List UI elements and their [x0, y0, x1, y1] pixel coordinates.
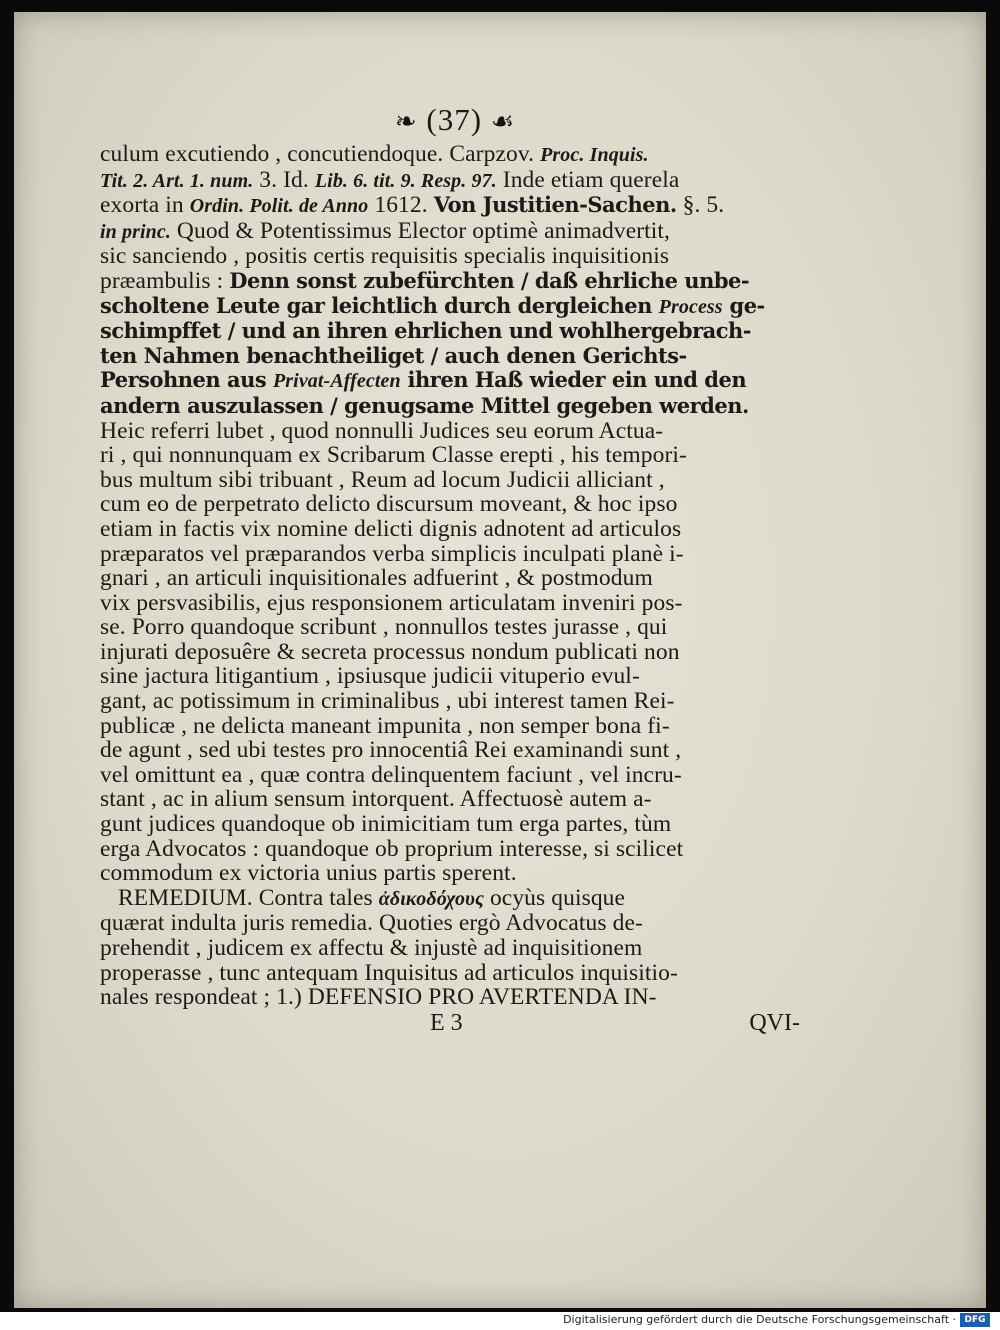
text-segment: 1612.	[368, 192, 434, 219]
text-line	[100, 193, 800, 219]
text-segment: prehendit , judicem ex affectu & injustè ad inquisitionem	[100, 935, 643, 961]
text-line	[100, 911, 800, 936]
text-line	[100, 936, 800, 961]
text-segment: schimpffet / und an ihren ehrlichen und wohlhergebrach-	[100, 318, 752, 344]
text-segment: præambulis :	[100, 267, 230, 294]
text-segment: culum excutiendo , concutiendoque. Carpzov.	[100, 141, 541, 167]
text-line	[100, 985, 800, 1010]
text-line	[100, 344, 800, 369]
text-segment: se. Porro quandoque scribunt , nonnullos testes jurasse , qui	[100, 614, 668, 641]
text-segment: ocyùs quisque	[483, 884, 626, 911]
text-line	[100, 142, 800, 168]
text-segment: commodum ex victoria unius partis sperent.	[100, 860, 517, 887]
text-segment: injurati deposuêre & secreta processus nondum publicati non	[100, 638, 680, 665]
text-line	[100, 443, 800, 468]
text-line	[100, 368, 800, 394]
page-content	[100, 100, 800, 1036]
ornament-right-icon: ☙	[490, 107, 516, 136]
ornament-left-icon: ❧	[394, 107, 418, 136]
text-segment: Heic referri lubet , quod nonnulli Judices seu eorum Actua-	[100, 417, 664, 444]
text-segment: Privat-Affecten	[272, 370, 401, 393]
text-segment: sine jactura litigantium , ipsiusque judicii vituperio evul-	[100, 663, 640, 690]
text-line	[100, 615, 800, 640]
text-line	[100, 168, 800, 194]
text-segment: Inde etiam querela	[496, 166, 680, 193]
text-segment: gunt judices quandoque ob inimicitiam tum erga partes, tùm	[100, 811, 672, 838]
text-segment: REMEDIUM. Contra tales	[118, 884, 379, 911]
text-line	[100, 244, 800, 269]
text-segment: etiam in factis vix nomine delicti dignis adnotent ad articulos	[100, 515, 682, 542]
page-footer	[100, 1010, 800, 1036]
text-line	[100, 294, 800, 320]
text-segment: exorta in	[100, 192, 190, 219]
text-segment: Quod & Potentissimus Elector optimè animadvertit,	[170, 217, 671, 244]
text-segment: ge-	[722, 292, 765, 318]
text-segment: nales respondeat ; 1.) DEFENSIO PRO AVERTENDA IN-	[100, 984, 657, 1011]
text-segment: de agunt , sed ubi testes pro innocentiâ Rei examinandi sunt ,	[100, 737, 682, 764]
text-segment: vix persvasibilis, ejus responsionem articulatam inveniri pos-	[100, 589, 683, 616]
text-segment: gant, ac potissimum in criminalibus , ubi interest tamen Rei-	[100, 688, 675, 715]
text-segment: Denn sonst zubefürchten / daß ehrliche unbe-	[229, 267, 750, 293]
text-line	[100, 886, 800, 912]
text-segment: cum eo de perpetrato delicto discursum moveant, & hoc ipso	[100, 491, 678, 518]
text-segment: ten Nahmen benachtheiliget / auch denen Gerichts-	[100, 342, 687, 368]
text-segment: bus multum sibi tribuant , Reum ad locum Judicii alliciant ,	[100, 466, 665, 493]
text-line	[100, 787, 800, 812]
text-segment: ihren Haß wieder ein und den	[400, 367, 747, 393]
dfg-logo-icon: DFG	[960, 1313, 990, 1327]
text-line	[100, 492, 800, 517]
text-segment: quærat indulta juris remedia. Quoties ergò Advocatus de-	[100, 910, 643, 937]
text-segment: stant , ac in alium sensum intorquent. Affectuosè autem a-	[100, 786, 652, 813]
text-segment: publicæ , ne delicta maneant impunita , non semper bona fi-	[100, 712, 670, 739]
text-line	[100, 319, 800, 344]
text-line	[100, 738, 800, 763]
page-number: (37)	[426, 102, 483, 137]
signature-mark: E 3	[430, 1009, 463, 1036]
text-line	[100, 591, 800, 616]
text-line	[100, 542, 800, 567]
text-line	[100, 394, 800, 419]
text-segment: §. 5.	[676, 192, 725, 219]
text-segment: Tit. 2. Art. 1. num.	[100, 169, 254, 192]
credit-text: Digitalisierung gefördert durch die Deutsche Forschungsgemeinschaft ·	[563, 1313, 956, 1326]
text-line	[100, 861, 800, 886]
text-segment: Von Justitien-Sachen.	[433, 192, 677, 218]
text-segment: sic sanciendo , positis certis requisitis specialis inquisitionis	[100, 243, 670, 270]
text-segment: Lib. 6. tit. 9. Resp. 97.	[314, 169, 497, 192]
catchword: QVI-	[749, 1009, 800, 1036]
text-line	[100, 714, 800, 739]
text-segment: gnari , an articuli inquisitionales adfuerint , & postmodum	[100, 565, 653, 592]
text-segment: Process	[658, 295, 723, 318]
text-line	[100, 517, 800, 542]
text-segment: præparatos vel præparandos verba simplicis inculpati planè i-	[100, 540, 684, 567]
text-line	[100, 566, 800, 591]
text-segment: properasse , tunc antequam Inquisitus ad articulos inquisitio-	[100, 959, 678, 986]
text-segment: Persohnen aus	[100, 367, 273, 393]
text-line	[100, 689, 800, 714]
text-segment: ri , qui nonnunquam ex Scribarum Classe erepti , his tempori-	[100, 442, 687, 469]
text-segment: scholtene Leute gar leichtlich durch dergleichen	[100, 292, 659, 318]
text-line	[100, 419, 800, 444]
text-line	[100, 664, 800, 689]
text-segment: Ordin. Polit. de Anno	[189, 195, 369, 218]
text-line	[100, 269, 800, 294]
text-line	[100, 837, 800, 862]
text-segment: andern auszulassen / genugsame Mittel gegeben werden.	[100, 392, 749, 418]
text-line	[100, 219, 800, 245]
text-segment: Proc. Inquis.	[540, 144, 649, 166]
text-line	[100, 763, 800, 788]
text-line	[100, 468, 800, 493]
body-text	[100, 142, 800, 1010]
text-segment: ἀδικοδόχους	[378, 887, 484, 910]
text-segment: 3. Id.	[253, 166, 315, 193]
text-segment: in princ.	[100, 220, 171, 243]
text-line	[100, 812, 800, 837]
text-segment: vel omittunt ea , quæ contra delinquentem faciunt , vel incru-	[100, 761, 682, 788]
text-line	[100, 961, 800, 986]
page-header	[110, 100, 800, 142]
text-line	[100, 640, 800, 665]
text-segment: erga Advocatos : quandoque ob proprium interesse, si scilicet	[100, 835, 684, 862]
